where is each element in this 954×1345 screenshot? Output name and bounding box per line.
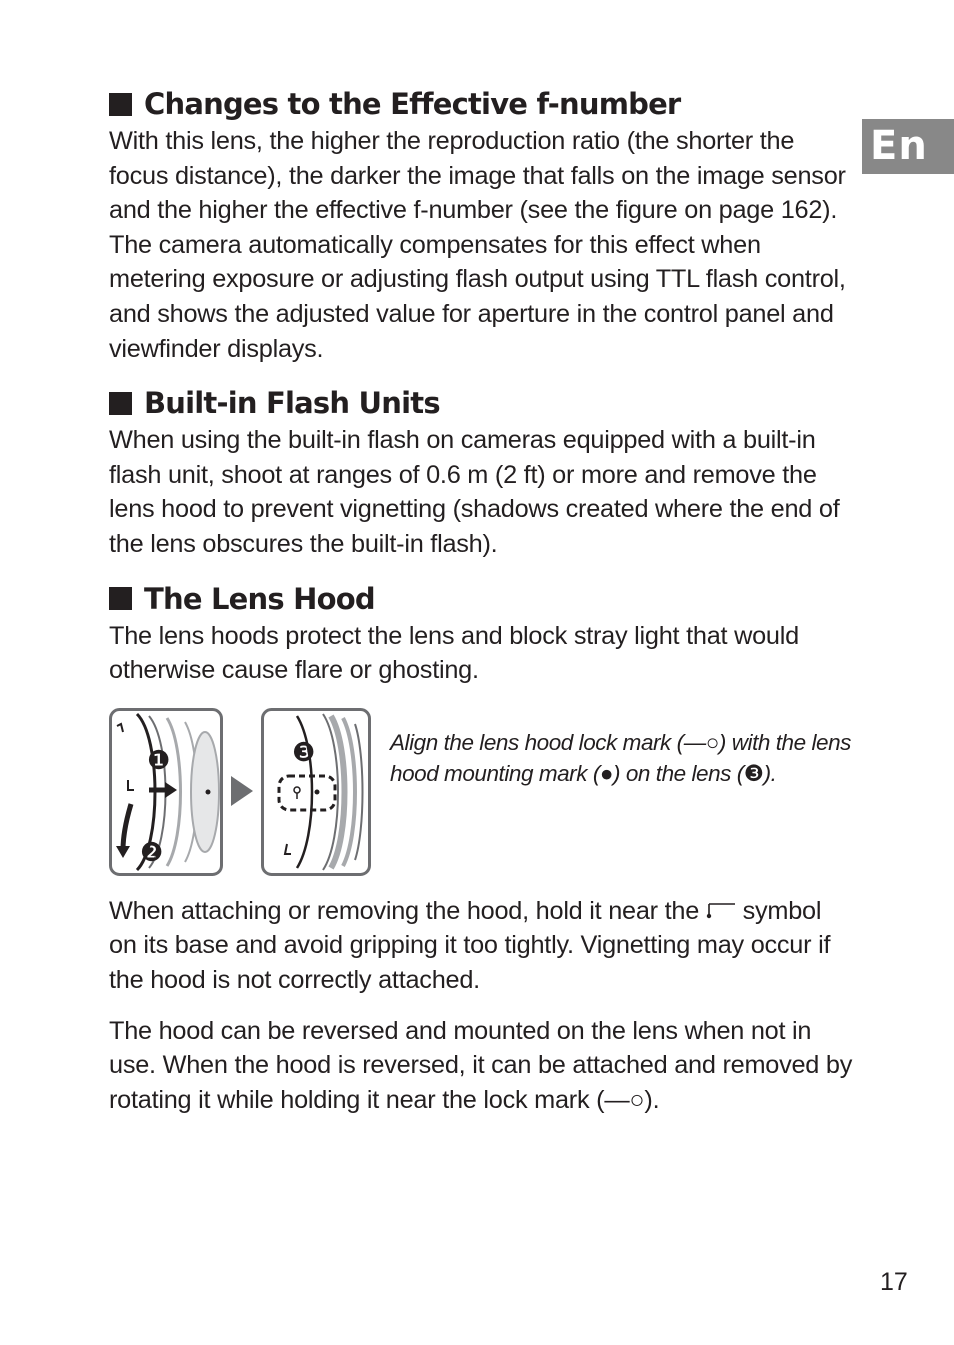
- hood-aligned-illustration: [261, 708, 371, 876]
- heading-text: Built-in Flash Units: [144, 386, 440, 421]
- square-bullet-icon: [109, 392, 132, 415]
- callout-3: ❸: [292, 736, 316, 767]
- callout-1: ❶: [147, 744, 171, 775]
- paragraph-effective-f-number: With this lens, the higher the reproduction ratio (the shorter the focus distance), the darker the image that falls on the image sensor and the higher the effective f-number (see the figure on page 162). The camera automatically compensates for this effect when metering exposure or adjusting flash output using TTL flash control, and shows the adjusted value for aperture in the control panel and viewfinder displays.: [109, 127, 846, 363]
- heading-lens-hood: [109, 579, 854, 619]
- caption-text: Align the lens hood lock mark (—○) with the lens hood mounting mark (●) on the lens (: [390, 729, 851, 786]
- language-tab-en: En: [862, 119, 954, 174]
- figure-caption: [390, 727, 860, 789]
- heading-text: Changes to the Effective f-number: [144, 87, 681, 121]
- square-bullet-icon: [109, 587, 132, 610]
- callout-2: ❷: [140, 836, 164, 867]
- caption-callout-3: ❸: [743, 760, 764, 786]
- heading-text: The Lens Hood: [144, 581, 375, 616]
- page-content: [109, 84, 854, 1117]
- caption-end: ).: [763, 760, 777, 786]
- hood-attach-illustration: [109, 708, 223, 876]
- page-number: 17: [880, 1268, 908, 1296]
- hood-lock-mark-icon: [706, 900, 736, 920]
- paragraph-reverse-hood: The hood can be reversed and mounted on the lens when not in use. When the hood is reversed, it can be attached and removed by rotating it while holding it near the lock mark (—○).: [109, 1016, 853, 1114]
- paragraph-built-in-flash: When using the built-in flash on cameras equipped with a built-in flash unit, shoot at ranges of 0.6 m (2 ft) or more and remove the lens hood to prevent vignetting (shadows created where the end of the lens obscures the built-in flash).: [109, 426, 840, 558]
- heading-effective-f-number: [109, 84, 854, 124]
- square-bullet-icon: [109, 93, 132, 116]
- paragraph-attach-hood: [109, 894, 854, 998]
- heading-built-in-flash: [109, 383, 854, 423]
- attach-text-end: symbol on its base and avoid gripping it too tightly. Vignetting may occur if the hood is not correctly attached.: [109, 896, 831, 994]
- paragraph-lens-hood: The lens hoods protect the lens and block stray light that would otherwise cause flare or ghosting.: [109, 621, 799, 685]
- right-arrow-icon: [229, 774, 255, 808]
- lens-hood-figure: [109, 708, 854, 878]
- attach-text-start: When attaching or removing the hood, hold it near the: [109, 896, 700, 925]
